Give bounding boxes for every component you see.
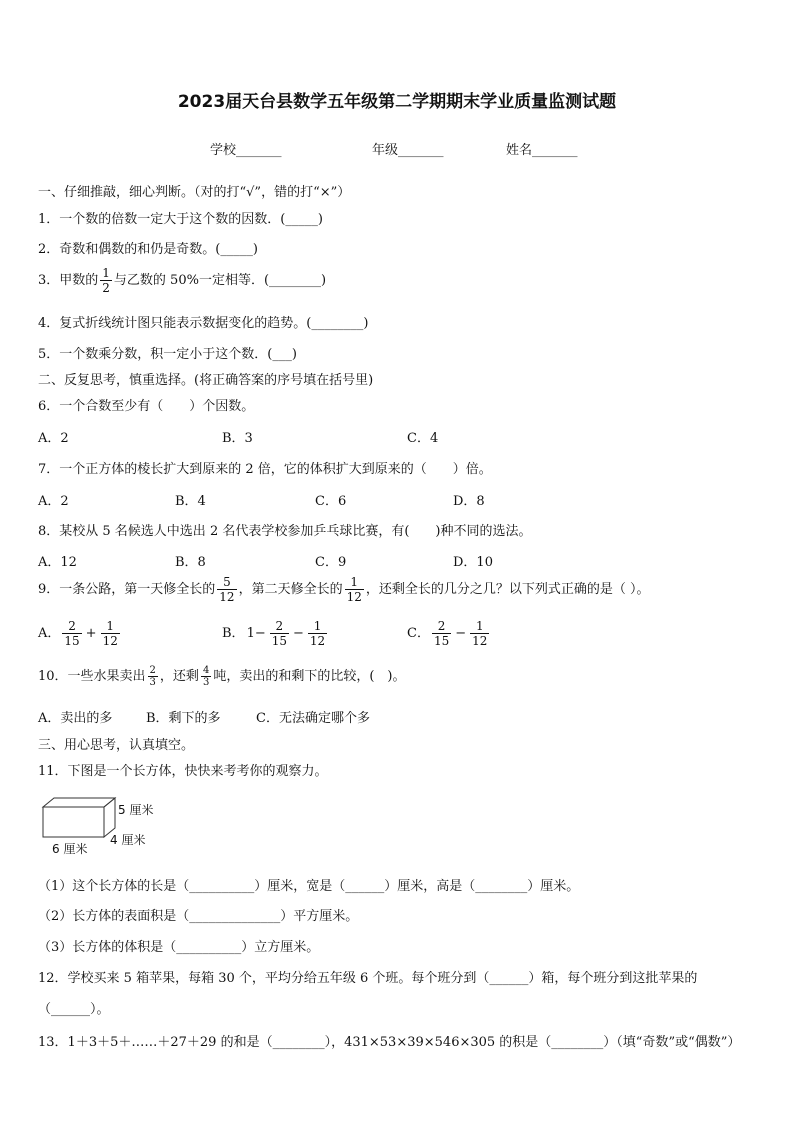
q7-option-b[interactable]: B．4 xyxy=(175,494,206,509)
q6-option-c[interactable]: C．4 xyxy=(407,431,439,446)
question-2[interactable]: 2．奇数和偶数的和仍是奇数。(_____) xyxy=(38,242,258,257)
question-8-stem: 8．某校从 5 名候选人中选出 2 名代表学校参加乒乓球比赛，有( )种不同的选法。 xyxy=(38,524,532,539)
question-12-line-2[interactable]: （______）。 xyxy=(38,1002,110,1017)
q10-text-2: ，还剩 xyxy=(159,669,199,684)
q6-option-b[interactable]: B．3 xyxy=(222,431,253,446)
q9-option-a-label: A． xyxy=(38,626,61,641)
one-minus: 1− xyxy=(246,626,266,641)
fraction-5-12: $\frac{5}{12}$ xyxy=(219,575,235,604)
label-width: 4 厘米 xyxy=(110,833,146,847)
q8-option-c[interactable]: C．9 xyxy=(315,555,347,570)
q9-option-c-label: C． xyxy=(407,626,430,641)
q7-option-d[interactable]: D．8 xyxy=(453,494,485,509)
minus-sign: − xyxy=(455,626,467,641)
q8-option-b[interactable]: B．8 xyxy=(175,555,206,570)
question-7-stem: 7．一个正方体的棱长扩大到原来的 2 倍，它的体积扩大到原来的（ ）倍。 xyxy=(38,462,492,477)
label-height: 5 厘米 xyxy=(118,803,154,817)
plus-sign: + xyxy=(85,626,97,641)
q10-option-c[interactable]: C．无法确定哪个多 xyxy=(256,711,370,726)
q10-option-b[interactable]: B．剩下的多 xyxy=(146,711,221,726)
minus-sign: − xyxy=(293,626,304,641)
fraction-2-15: $\frac{2}{15}$ xyxy=(64,619,80,648)
question-13[interactable]: 13．1＋3＋5＋……＋27＋29 的和是（________），431×53×39×546×305 的积是（________）（填“奇数”或“偶数”） xyxy=(38,1035,741,1050)
fraction-2-3: $\frac{2}{3}$ xyxy=(149,665,156,688)
name-field[interactable]: 姓名_______ xyxy=(506,143,578,158)
question-11-part-1[interactable]: （1）这个长方体的长是（__________）厘米，宽是（______）厘米，高是（________）厘米。 xyxy=(38,879,580,894)
q9-option-c[interactable] xyxy=(407,619,491,648)
q7-option-c[interactable]: C．6 xyxy=(315,494,347,509)
q9-text-2: ，第二天修全长的 xyxy=(238,582,343,597)
question-3-suffix: 与乙数的 50%一定相等．(________) xyxy=(113,273,327,288)
q10-option-a[interactable]: A．卖出的多 xyxy=(38,711,113,726)
grade-field[interactable]: 年级_______ xyxy=(372,143,444,158)
question-9-stem xyxy=(38,575,650,604)
fraction-2-15: $\frac{2}{15}$ xyxy=(433,619,450,648)
question-5[interactable]: 5．一个数乘分数，积一定小于这个数．(___) xyxy=(38,347,297,362)
question-1[interactable]: 1．一个数的倍数一定大于这个数的因数．(_____) xyxy=(38,212,323,227)
fraction-1-12: $\frac{1}{12}$ xyxy=(472,619,488,648)
q9-option-b-label: B． xyxy=(222,626,245,641)
q10-text-3: 吨，卖出的和剩下的比较，( )。 xyxy=(213,669,406,684)
section-2-heading: 二、反复思考，慎重选择。(将正确答案的序号填在括号里) xyxy=(38,373,374,388)
cuboid-drawing xyxy=(40,795,118,840)
fraction-2-15: $\frac{2}{15}$ xyxy=(271,619,288,648)
question-3-prefix: 3．甲数的 xyxy=(38,273,99,288)
q8-option-a[interactable]: A．12 xyxy=(38,555,77,570)
page-title: 2023届天台县数学五年级第二学期期末学业质量监测试题 xyxy=(177,92,617,112)
question-6-stem: 6．一个合数至少有（ ）个因数。 xyxy=(38,399,255,414)
fraction-one-half: $\frac{1}{2}$ xyxy=(102,266,110,295)
q8-option-d[interactable]: D．10 xyxy=(453,555,493,570)
q9-text-1: 9．一条公路，第一天修全长的 xyxy=(38,582,216,597)
label-length: 6 厘米 xyxy=(52,842,88,856)
question-11-stem: 11．下图是一个长方体，快快来考考你的观察力。 xyxy=(38,764,328,779)
q10-text-1: 10．一些水果卖出 xyxy=(38,669,146,684)
question-11-part-3[interactable]: （3）长方体的体积是（__________）立方厘米。 xyxy=(38,940,320,955)
question-11-part-2[interactable]: （2）长方体的表面积是（______________）平方厘米。 xyxy=(38,909,359,924)
section-1-heading: 一、仔细推敲，细心判断。（对的打“√”，错的打“×”） xyxy=(38,185,351,200)
question-3[interactable] xyxy=(38,266,326,295)
q9-option-b[interactable] xyxy=(222,619,329,648)
question-4[interactable]: 4．复式折线统计图只能表示数据变化的趋势。(________) xyxy=(38,316,369,331)
q9-option-a[interactable] xyxy=(38,619,122,648)
fraction-4-3: $\frac{4}{3}$ xyxy=(202,665,210,688)
cuboid-diagram xyxy=(40,795,180,860)
question-12-line-1[interactable]: 12．学校买来 5 箱苹果，每箱 30 个，平均分给五年级 6 个班。每个班分到（______）箱，每个班分到这批苹果的 xyxy=(38,971,698,986)
fraction-1-12: $\frac{1}{12}$ xyxy=(346,575,362,604)
section-3-heading: 三、用心思考，认真填空。 xyxy=(38,738,195,753)
school-field[interactable]: 学校_______ xyxy=(210,143,282,158)
q9-text-3: ，还剩全长的几分之几？以下列式正确的是（ ）。 xyxy=(365,582,650,597)
q7-option-a[interactable]: A．2 xyxy=(38,494,69,509)
fraction-1-12: $\frac{1}{12}$ xyxy=(309,619,326,648)
q6-option-a[interactable]: A．2 xyxy=(38,431,69,446)
question-10-stem xyxy=(38,665,405,688)
fraction-1-12: $\frac{1}{12}$ xyxy=(102,619,118,648)
